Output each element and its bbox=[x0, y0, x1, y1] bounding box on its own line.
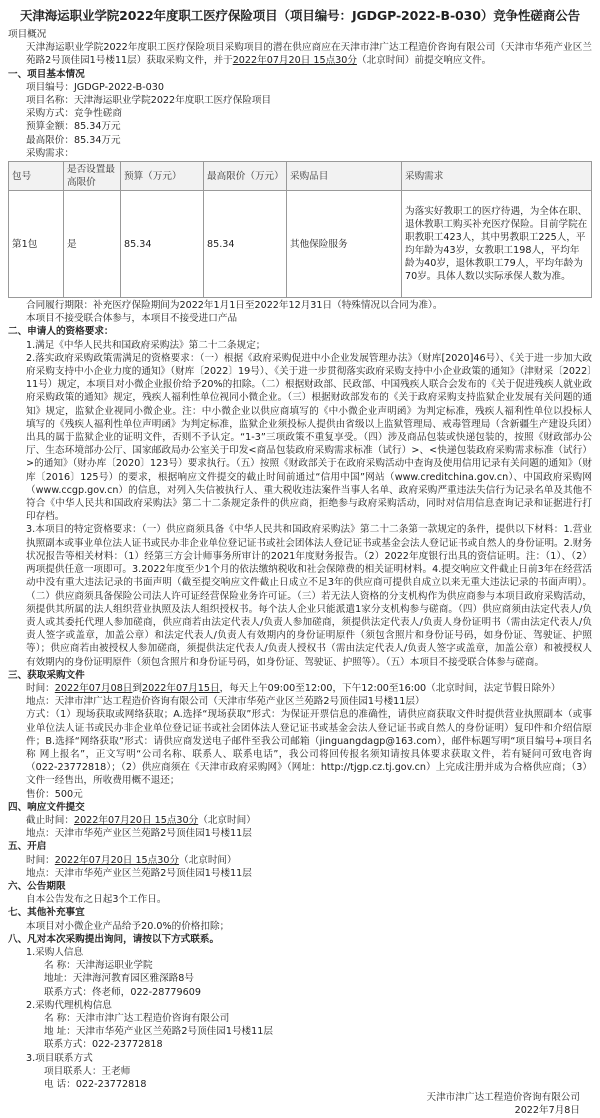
submission-location: 地点：天津市华苑产业区兰苑路2号顶佳园1号楼11层 bbox=[26, 828, 252, 840]
buyer-heading: 1.采购人信息 bbox=[26, 946, 84, 958]
acquire-time-start: 2022年07月08日 bbox=[54, 682, 133, 694]
buyer-name: 名 称：天津海运职业学院 bbox=[44, 960, 153, 972]
contact-person: 项目联系人：王老师 bbox=[44, 1065, 131, 1077]
supplementary-note: 本项目对小微企业产品给予20.0%的价格扣除； bbox=[26, 920, 230, 932]
project-number: 项目编号：JGDGP-2022-B-030 bbox=[26, 81, 164, 93]
section8-heading: 八、凡对本次采购提出询问，请按以下方式联系。 bbox=[8, 933, 220, 945]
table-header-cell: 采购需求 bbox=[402, 162, 592, 191]
section6-heading: 六、公告期限 bbox=[8, 880, 66, 892]
table-cell: 85.34 bbox=[121, 191, 204, 298]
notice-period: 自本公告发布之日起3个工作日。 bbox=[26, 894, 167, 906]
requirements-table bbox=[8, 161, 592, 298]
opening-time-post: （北京时间） bbox=[179, 854, 237, 866]
agency-heading: 2.采购代理机构信息 bbox=[26, 999, 112, 1011]
submission-deadline-label: 截止时间： bbox=[26, 814, 74, 826]
section1-heading: 一、项目基本情况 bbox=[8, 68, 85, 80]
contact-phone: 电 话：022-23772818 bbox=[44, 1079, 147, 1091]
consortium-note: 本项目不接受联合体参与，本项目不接受进口产品 bbox=[26, 313, 238, 325]
opening-time-value: 2022年07月20日 15点30分 bbox=[54, 854, 180, 866]
section2-heading: 二、申请人的资格要求： bbox=[8, 326, 114, 338]
acquire-time bbox=[8, 682, 592, 695]
opening-time-label: 时间： bbox=[26, 854, 55, 866]
requirements-label: 采购需求： bbox=[26, 147, 74, 159]
acquire-time-end: 2022年07月15日 bbox=[142, 682, 220, 694]
contact-heading: 3.项目联系方式 bbox=[26, 1052, 93, 1064]
table-header-row bbox=[9, 162, 592, 191]
overview-heading: 项目概况 bbox=[8, 29, 47, 40]
agency-name: 名 称：天津市津广达工程造价咨询有限公司 bbox=[44, 1013, 230, 1024]
table-cell: 是 bbox=[64, 191, 121, 298]
opening-time bbox=[8, 854, 592, 867]
section4-heading: 四、响应文件提交 bbox=[8, 801, 85, 813]
opening-location: 地点：天津市华苑产业区兰苑路2号顶佳园1号楼11层 bbox=[26, 867, 252, 879]
section3-heading: 三、获取采购文件 bbox=[8, 669, 85, 681]
table-cell: 其他保险服务 bbox=[287, 191, 402, 298]
page-title: 天津海运职业学院2022年度职工医疗保险项目（项目编号：JGDGP-2022-B-030）竞争性磋商公告 bbox=[19, 8, 581, 23]
table-header-cell: 最高限价（万元） bbox=[204, 162, 287, 191]
agency-address: 地 址：天津市华苑产业区兰苑路2号顶佳园1号楼11层 bbox=[44, 1026, 273, 1038]
acquire-price: 售价：500元 bbox=[26, 788, 83, 800]
signature-date: 2022年7月8日 bbox=[514, 1105, 580, 1117]
submission-deadline-value: 2022年07月20日 15点30分 bbox=[73, 814, 199, 826]
overview-deadline: 2022年07月20日 15点30分 bbox=[232, 55, 357, 67]
contract-period: 合同履行期限：补充医疗保险期间为2022年1月1日至2022年12月31日（特殊情况以合同为准）。 bbox=[26, 300, 443, 312]
qualification-3: 3.本项目的特定资格要求：（一）供应商须具备《中华人民共和国政府采购法》第二十二条第一款规定的条件，提供以下材料：1.营业执照副本或事业单位法人证书或民办非企业单位登记证书或社会团体法人登记证书或基金会法人登记证书或自然人的身份证明。2.财务状况报告等相关材料：（1）经第三方会计师事务所审计的2021年度财务报告。（2）2022年度银行出具的资信证明。注：（1）、（2）两项提供任意一项即可。3.2022年度至少1个月的依法缴纳税收和社会保障费的相关证明材料。4.提交响应文件截止日前3年在经营活动中没有重大违法记录的书面声明（截至提交响应文件截止日成立不足3年的供应商可提供自成立以来无重大违法记录的书面声明）。（二）供应商须具备保险公司法人许可证经营保险业务许可证。（三）若无法人资格的分支机构作为供应商参与本项目政府采购活动，须提供其所属的法人组织营业执照及法人组织授权书。每个法人企业只能派遣1家分支机构参与磋商。（四）供应商须由法定代表人/负责人或其委托代理人参加磋商，供应商若由法定代表人/负责人参加磋商，须提供法定代表人/负责人身份证明书（需由法定代表人/负责人签字或盖章，加盖公章）和法定代表人/负责人有效期内的身份证明原件（须包含照片和身份证号码，如身份证、驾驶证、护照等）；供应商若由被授权人参加磋商，须提供法定代表人/负责人授权书（需由法定代表人/负责人签字或盖章，加盖公章）和被授权人有效期内的身份证明原件（须包含照片和身份证号码，如身份证、驾驶证、护照等）。（五）本项目不接受联合体参与磋商。 bbox=[26, 524, 592, 668]
agency-contact: 联系方式：022-23772818 bbox=[44, 1039, 163, 1051]
qualification-1: 1.满足《中华人民共和国政府采购法》第二十二条规定； bbox=[26, 339, 266, 351]
section5-heading: 五、开启 bbox=[8, 841, 47, 853]
signature-company: 天津市津广达工程造价咨询有限公司 bbox=[426, 1092, 580, 1104]
table-header-cell: 采购品目 bbox=[287, 162, 402, 191]
procurement-method: 采购方式：竞争性磋商 bbox=[26, 108, 122, 120]
table-cell: 85.34 bbox=[204, 191, 287, 298]
acquire-time-rest: ，每天上午09:00至12:00，下午12:00至16:00（北京时间，法定节假日除外） bbox=[219, 682, 561, 694]
acquire-time-label: 时间： bbox=[26, 682, 55, 694]
qualification-2: 2.落实政府采购政策需满足的资格要求：（一）根据《政府采购促进中小企业发展管理办法》（财库[2020]46号）、《关于进一步加大政府采购支持中小企业力度的通知》（财库〔2022〕19号）、《关于进一步贯彻落实政府采购支持中小企业政策的通知》（津财采〔2022〕11号）规定，本项目对小微企业报价给予20%的扣除。（二）根据财政部、民政部、中国残疾人联合会发布的《关于促进残疾人就业政府采购政策的通知》规定，残疾人福利性单位视同小微企业。（三）根据财政部发布的《关于政府采购支持监狱企业发展有关问题的通知》规定，监狱企业视同小微企业。注：中小微企业以供应商填写的《中小微企业声明函》为判定标准，残疾人福利性单位以投标人填写的《残疾人福利性单位声明函》为判定标准，监狱企业须投标人提供由省级以上监狱管理局、戒毒管理局（含新疆生产建设兵团）出具的属于监狱企业的证明文件，否则不予认定。“1-3”三项政策不重复享受。（四）涉及商品包装或快递包装的，按照《财政部办公厅、生态环境部办公厅、国家邮政局办公室关于印发<商品包装政府采购需求标准（试行）>、<快递包装政府采购需求标准（试行）>的通知》（财办库〔2020〕123号）要求执行。（五）按照《财政部关于在政府采购活动中查询及使用信用记录有关问题的通知》（财库〔2016〕125号）的要求，根据响应文件提交的截止时间前通过“信用中国”网站（www.creditchina.gov.cn）、中国政府采购网（www.ccgp.gov.cn）的信息，对列入失信被执行人、重大税收违法案件当事人名单、政府采购严重违法失信行为记录名单及其他不符合《中华人民共和国政府采购法》第二十二条规定条件的供应商，拒绝参与政府采购活动，同时对信用信息查询记录和证据进行打印存档。 bbox=[26, 352, 592, 523]
table-header-cell: 包号 bbox=[9, 162, 64, 191]
table-header-cell: 预算（万元） bbox=[121, 162, 204, 191]
table-cell: 为落实好教职工的医疗待遇，为全体在职、退休教职工购买补充医疗保险。目前学院在职教职工423人，其中男教职工225人，平均年龄为43岁，女教职工198人，平均年龄为40岁，退休教职工79人，平均年龄为70岁。具体人数以实际承保人数为准。 bbox=[402, 191, 592, 298]
table-cell: 第1包 bbox=[9, 191, 64, 298]
table-header-cell: 是否设置最高限价 bbox=[64, 162, 121, 191]
announcement-page bbox=[8, 0, 592, 1118]
overview-text-post: （北京时间）前提交响应文件。 bbox=[356, 55, 492, 67]
budget-amount: 预算金额：85.34万元 bbox=[26, 121, 121, 133]
buyer-contact: 联系方式：佟老师，022-28779609 bbox=[44, 986, 201, 998]
submission-deadline bbox=[8, 814, 592, 827]
buyer-address: 地址：天津海河教育园区雅深路8号 bbox=[44, 973, 195, 985]
table-row bbox=[9, 191, 592, 298]
project-name: 项目名称：天津海运职业学院2022年度职工医疗保险项目 bbox=[26, 95, 272, 107]
overview-text-pre: 天津海运职业学院2022年度职工医疗保险项目采购项目的潜在供应商应在天津市津广达工程造价咨询有限公司（天津市华苑产业区兰苑路2号顶佳园1号楼11层）获取采购文件，并于 bbox=[26, 42, 592, 67]
submission-deadline-post: （北京时间） bbox=[198, 814, 256, 826]
section7-heading: 七、其他补充事宜 bbox=[8, 907, 85, 919]
overview-text bbox=[8, 41, 592, 67]
acquire-time-mid: 到 bbox=[132, 682, 142, 694]
acquire-method: 方式：（1）现场获取或网络获取；A.选择“现场获取”形式：为保证开票信息的准确性，请供应商获取文件时提供营业执照副本（或事业单位法人证书或民办非企业单位登记证书或社会团体法人登记证书或基金会法人登记证书或自然人的身份证明）复印件和介绍信原件；B.选择“网络获取”形式：请供应商发送电子邮件至我公司邮箱（jinguangdagp@163.com），邮件标题写明“项目编号+项目名称 网上报名”，正文写明“公司名称、联系人、联系电话”，我公司将回传报名须知请按具体要求获取文件，若有疑问可致电咨询（022-23772818）；（2）供应商须在《天津市政府采购网》（网址：http://tjgp.cz.tj.gov.cn）上完成注册并成为合格供应商；（3）文件一经售出，所收费用概不退还； bbox=[26, 709, 592, 787]
acquire-location: 地点：天津市津广达工程造价咨询有限公司（天津市华苑产业区兰苑路2号顶佳园1号楼11层） bbox=[26, 696, 425, 708]
max-price: 最高限价：85.34万元 bbox=[26, 134, 121, 146]
